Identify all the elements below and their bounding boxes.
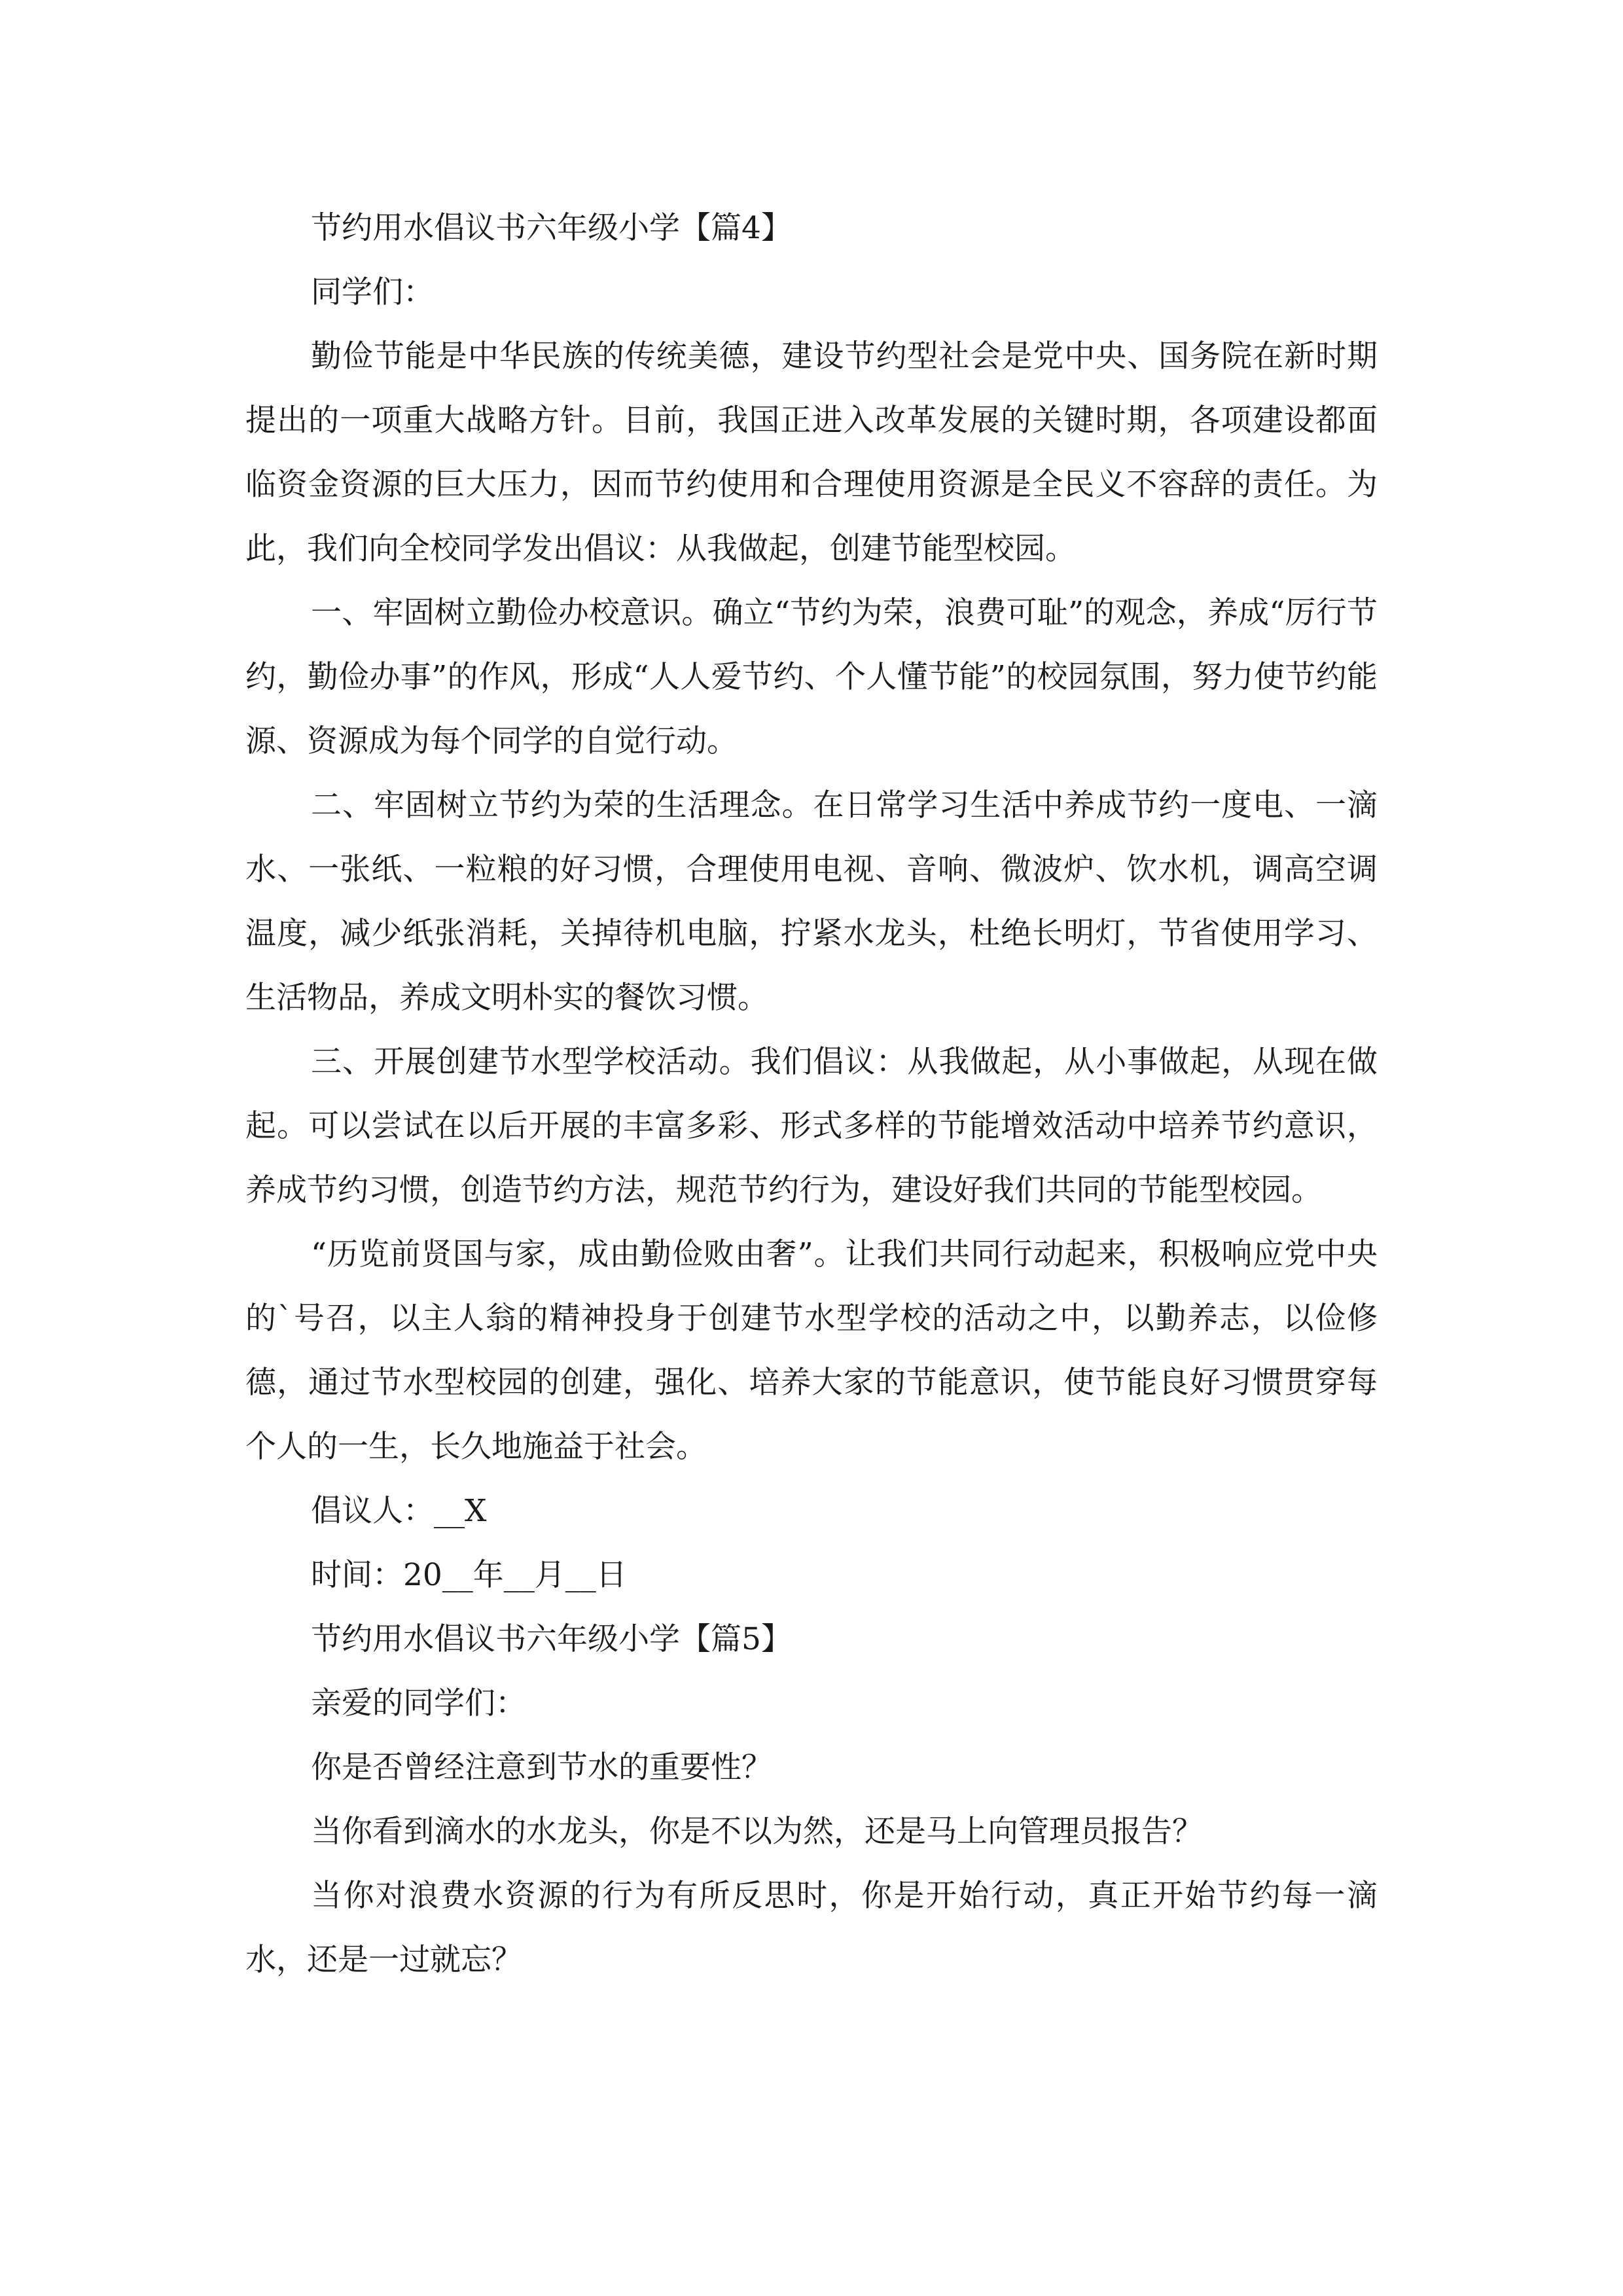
paragraph: 二、牢固树立节约为荣的生活理念。在日常学习生活中养成节约一度电、一滴水、一张纸、一粒粮的好习惯，合理使用电视、音响、微波炉、饮水机，调高空调温度，减少纸张消耗，关掉待机电脑，拧紧水龙头，杜绝长明灯，节省使用学习、生活物品，养成文明朴实的餐饮习惯。 (245, 787, 1378, 1016)
text-line: 你是否曾经注意到节水的重要性？ (311, 1749, 772, 1785)
salutation: 亲爱的同学们： (311, 1685, 526, 1721)
section-title: 节约用水倡议书六年级小学【篇4】 (311, 210, 792, 246)
date-line: 时间：20__年__月__日 (311, 1557, 627, 1593)
paragraph: 一、牢固树立勤俭办校意识。确立“节约为荣，浪费可耻”的观念，养成“厉行节约，勤俭办事”的作风，形成“人人爱节约、个人懂节能”的校园氛围，努力使节约能源、资源成为每个同学的自觉行动。 (245, 595, 1378, 759)
text-line: 当你看到滴水的水龙头，你是不以为然，还是马上向管理员报告？ (311, 1814, 1203, 1850)
document-body (245, 196, 1378, 1992)
salutation: 同学们： (311, 274, 434, 310)
paragraph: 勤俭节能是中华民族的传统美德，建设节约型社会是党中央、国务院在新时期提出的一项重大战略方针。目前，我国正进入改革发展的关键时期，各项建设都面临资金资源的巨大压力，因而节约使用和合理使用资源是全民义不容辞的责任。为此，我们向全校同学发出倡议：从我做起，创建节能型校园。 (245, 338, 1378, 567)
signer-line: 倡议人：__X (311, 1493, 487, 1529)
section-title: 节约用水倡议书六年级小学【篇5】 (311, 1621, 792, 1657)
paragraph: 当你对浪费水资源的行为有所反思时，你是开始行动，真正开始节约每一滴水，还是一过就忘？ (245, 1878, 1378, 1978)
paragraph: “历览前贤国与家，成由勤俭败由奢”。让我们共同行动起来，积极响应党中央的`号召，以主人翁的精神投身于创建节水型学校的活动之中，以勤养志，以俭修德，通过节水型校园的创建，强化、培养大家的节能意识，使节能良好习惯贯穿每个人的一生，长久地施益于社会。 (245, 1236, 1378, 1465)
paragraph: 三、开展创建节水型学校活动。我们倡议：从我做起，从小事做起，从现在做起。可以尝试在以后开展的丰富多彩、形式多样的节能增效活动中培养节约意识，养成节约习惯，创造节约方法，规范节约行为，建设好我们共同的节能型校园。 (245, 1044, 1378, 1208)
